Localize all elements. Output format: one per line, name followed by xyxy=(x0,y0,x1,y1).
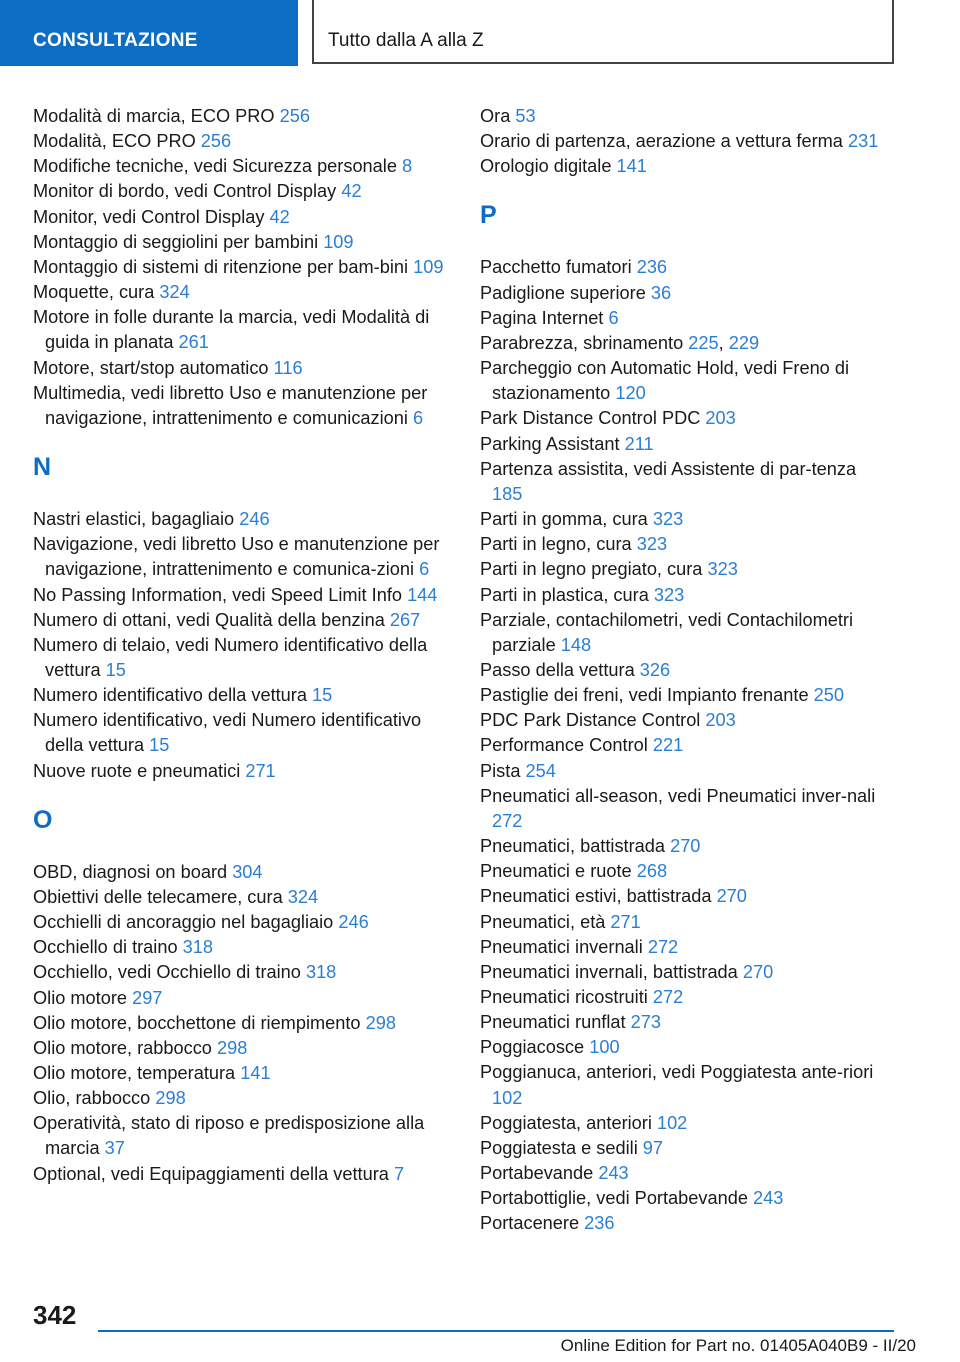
index-entry-text: Numero di telaio, vedi Numero identificativo della vettura xyxy=(33,634,428,680)
page-link[interactable]: 250 xyxy=(813,685,844,706)
index-entry xyxy=(33,230,453,255)
page-link[interactable]: 318 xyxy=(182,937,213,958)
page-link[interactable]: 100 xyxy=(589,1037,620,1058)
index-entry-text: Operatività, stato di riposo e predisposizione alla marcia xyxy=(33,1113,425,1159)
index-entry-text: Modalità, ECO PRO xyxy=(33,131,196,152)
index-entry-text: Parking Assistant xyxy=(480,433,620,454)
index-entry-text: Numero identificativo della vettura xyxy=(33,685,307,706)
index-entry-text: Motore, start/stop automatico xyxy=(33,357,269,378)
footer-edition: Online Edition for Part no. 01405A040B9 - II/20 xyxy=(560,1336,916,1355)
page-link[interactable]: 323 xyxy=(653,584,685,605)
index-entry-text: Pneumatici invernali, battistrada xyxy=(480,961,738,982)
section-label: CONSULTAZIONE xyxy=(0,0,298,66)
index-entry xyxy=(33,1086,453,1111)
index-entry xyxy=(33,1036,453,1061)
index-entry xyxy=(480,759,880,784)
page-link[interactable]: 231 xyxy=(848,131,879,152)
index-entry-text: Moquette, cura xyxy=(33,282,155,303)
index-entry-text: Obiettivi delle telecamere, cura xyxy=(33,886,283,907)
index-entry-text: Pneumatici all-season, vedi Pneumatici inver‐nali xyxy=(480,785,876,806)
index-entry xyxy=(33,305,453,355)
page-link[interactable]: 15 xyxy=(312,685,333,706)
index-entry-text: Pagina Internet xyxy=(480,307,604,328)
index-entry xyxy=(480,1186,880,1211)
index-entry-text: Parti in plastica, cura xyxy=(480,584,649,605)
index-entry xyxy=(33,255,453,280)
index-entry-text: Olio motore, bocchettone di riempimento xyxy=(33,1012,361,1033)
index-entry-text: Pneumatici, età xyxy=(480,911,606,932)
index-entry xyxy=(33,1061,453,1086)
index-entry-text: Portabevande xyxy=(480,1163,594,1184)
page-link[interactable]: 270 xyxy=(670,836,701,857)
page-link[interactable]: 271 xyxy=(245,760,276,781)
page-number: 342 xyxy=(33,1300,77,1330)
index-entry-text: Park Distance Control PDC xyxy=(480,408,701,429)
index-entry-text: Modifiche tecniche, vedi Sicurezza personale xyxy=(33,156,397,177)
index-entry-text: Montaggio di seggiolini per bambini xyxy=(33,231,319,252)
page-link[interactable]: 267 xyxy=(389,609,421,630)
index-entry-text: Pneumatici e ruote xyxy=(480,861,632,882)
index-entry-text: Poggiatesta e sedili xyxy=(480,1137,638,1158)
index-entry-text: Pneumatici runflat xyxy=(480,1012,626,1033)
page-link[interactable]: 102 xyxy=(492,1087,523,1108)
index-entry xyxy=(480,281,880,306)
index-entry xyxy=(480,884,880,909)
page-link[interactable]: 229 xyxy=(728,332,760,353)
index-entry xyxy=(33,280,453,305)
index-entry-text: No Passing Information, vedi Speed Limit Info xyxy=(33,584,402,605)
page-link[interactable]: 6 xyxy=(608,307,619,328)
page-link[interactable]: 6 xyxy=(419,559,430,580)
index-entry xyxy=(480,910,880,935)
index-entry-text: Pastiglie dei freni, vedi Impianto frenante xyxy=(480,685,809,706)
page-link[interactable]: 203 xyxy=(705,408,736,429)
index-entry-text: Padiglione superiore xyxy=(480,282,646,303)
index-letter-heading: O xyxy=(33,805,53,834)
page-link[interactable]: 298 xyxy=(155,1088,186,1109)
page-link[interactable]: 272 xyxy=(647,936,679,957)
index-entry xyxy=(33,104,453,129)
index-entry-text: Orario di partenza, aerazione a vettura ferma xyxy=(480,131,843,152)
page-link[interactable]: 271 xyxy=(610,911,641,932)
page-link[interactable]: 211 xyxy=(624,433,654,454)
page-link[interactable]: 268 xyxy=(636,861,668,882)
index-entry xyxy=(480,859,880,884)
index-entry-text: Pneumatici estivi, battistrada xyxy=(480,886,712,907)
index-entry xyxy=(480,733,880,758)
index-entry xyxy=(33,356,453,381)
page-link[interactable]: 272 xyxy=(492,810,523,831)
page-link[interactable]: 324 xyxy=(287,886,319,907)
index-entry-text: PDC Park Distance Control xyxy=(480,710,701,731)
index-entry xyxy=(480,583,880,608)
index-entry-text: Passo della vettura xyxy=(480,659,635,680)
index-entry-text: Parti in legno, cura xyxy=(480,534,632,555)
page-link[interactable]: 221 xyxy=(652,735,684,756)
index-entry-text: Pneumatici, battistrada xyxy=(480,836,666,857)
page-link[interactable]: 144 xyxy=(407,584,438,605)
index-entry xyxy=(480,457,880,507)
index-entry-text: Numero di ottani, vedi Qualità della benzina xyxy=(33,609,385,630)
index-entry xyxy=(33,759,453,784)
index-entry xyxy=(480,154,880,179)
index-entry xyxy=(33,860,453,885)
page-link[interactable]: 7 xyxy=(393,1163,405,1184)
page-link[interactable]: 36 xyxy=(650,282,672,303)
index-entry xyxy=(480,708,880,733)
page-link[interactable]: 116 xyxy=(273,357,303,378)
index-entry-text: Occhielli di ancoraggio nel bagagliaio xyxy=(33,912,334,933)
page-link[interactable]: 6 xyxy=(413,407,424,428)
index-entry xyxy=(480,129,880,154)
index-entry-text: Monitor di bordo, vedi Control Display xyxy=(33,181,337,202)
page-link[interactable]: 109 xyxy=(323,231,354,252)
index-entry xyxy=(480,834,880,859)
page-link[interactable]: 148 xyxy=(560,634,592,655)
index-entry xyxy=(33,532,453,582)
index-entry-text: Partenza assistita, vedi Assistente di par‐tenza xyxy=(480,458,857,479)
index-entry xyxy=(33,1162,453,1187)
page-link[interactable]: 324 xyxy=(159,282,190,303)
page-link[interactable]: 323 xyxy=(707,559,738,580)
index-entry-text: Parcheggio con Automatic Hold, vedi Freno di stazionamento xyxy=(480,358,850,404)
index-entry xyxy=(480,1211,880,1236)
page-link[interactable]: 120 xyxy=(615,383,646,404)
index-entry-text: Poggianuca, anteriori, vedi Poggiatesta ante‐riori xyxy=(480,1062,874,1083)
index-entry xyxy=(33,179,453,204)
index-entry xyxy=(33,507,453,532)
page-link[interactable]: 53 xyxy=(515,106,536,126)
index-entry-text: Pneumatici invernali xyxy=(480,936,643,957)
index-entry xyxy=(480,1161,880,1186)
index-entry xyxy=(480,1035,880,1060)
index-entry xyxy=(480,306,880,331)
index-entry xyxy=(33,608,453,633)
page-link[interactable]: 298 xyxy=(217,1037,248,1058)
index-entry-text: Optional, vedi Equipaggiamenti della vettura xyxy=(33,1163,389,1184)
index-entry-text: Orologio digitale xyxy=(480,156,612,177)
page-link[interactable]: 297 xyxy=(132,987,163,1008)
page-link[interactable]: 243 xyxy=(753,1188,784,1209)
index-entry xyxy=(33,583,453,608)
page-link[interactable]: 37 xyxy=(104,1138,125,1159)
page-link[interactable]: 323 xyxy=(636,534,668,555)
page-link[interactable]: 261 xyxy=(178,332,209,353)
page-link[interactable]: 298 xyxy=(365,1012,396,1033)
index-letter-heading: N xyxy=(33,453,52,482)
page-link[interactable]: 185 xyxy=(492,483,523,504)
index-entry xyxy=(480,1010,880,1035)
index-entry xyxy=(33,1111,453,1161)
page-link[interactable]: 270 xyxy=(742,961,774,982)
index-entry xyxy=(33,154,453,179)
index-entry-text: Olio, rabbocco xyxy=(33,1088,151,1109)
index-entry xyxy=(480,1060,880,1110)
index-column-left xyxy=(33,104,453,1187)
index-entry-text: Occhiello di traino xyxy=(33,937,178,958)
index-entry xyxy=(33,683,453,708)
index-entry xyxy=(33,935,453,960)
page-header xyxy=(0,0,960,66)
index-entry-text: Nuove ruote e pneumatici xyxy=(33,760,241,781)
index-entry-text: Pneumatici ricostruiti xyxy=(480,987,648,1007)
page-link[interactable]: 109 xyxy=(413,256,444,277)
index-entry xyxy=(480,658,880,683)
index-entry-text: Parabrezza, sbrinamento xyxy=(480,332,684,353)
page-link[interactable]: 8 xyxy=(402,156,413,177)
index-entry-text: Occhiello, vedi Occhiello di traino xyxy=(33,962,301,983)
page-link[interactable]: 15 xyxy=(149,735,170,756)
index-entry-text: Olio motore xyxy=(33,987,128,1008)
index-entry-text: Performance Control xyxy=(480,735,648,756)
index-entry-text: Ora xyxy=(480,106,511,126)
index-entry xyxy=(480,1111,880,1136)
page-link[interactable]: 256 xyxy=(279,106,310,126)
page-link[interactable]: 236 xyxy=(584,1213,615,1234)
page-link[interactable]: 243 xyxy=(598,1163,629,1184)
footer-divider xyxy=(98,1330,894,1332)
index-entry xyxy=(480,985,880,1010)
page-link[interactable]: 246 xyxy=(239,509,270,530)
page-link[interactable]: 102 xyxy=(656,1112,688,1133)
page-link[interactable]: 236 xyxy=(636,257,668,278)
index-letter-heading: P xyxy=(480,201,497,230)
index-entry-text: Portabottiglie, vedi Portabevande xyxy=(480,1188,748,1209)
page-link[interactable]: 97 xyxy=(642,1137,664,1158)
index-column-right xyxy=(480,104,880,1237)
page-link[interactable]: 270 xyxy=(716,886,747,907)
page-link[interactable]: 15 xyxy=(105,659,126,680)
index-entry-text: Pista xyxy=(480,760,521,781)
index-entry xyxy=(480,255,880,280)
index-entry xyxy=(33,960,453,985)
page-link[interactable]: 272 xyxy=(652,987,684,1007)
index-entry xyxy=(480,935,880,960)
index-entry-text: Olio motore, temperatura xyxy=(33,1063,236,1083)
page-link[interactable]: 326 xyxy=(639,659,671,680)
index-entry-text: Nastri elastici, bagagliaio xyxy=(33,509,235,530)
index-entry xyxy=(480,1136,880,1161)
page-link[interactable]: 141 xyxy=(616,156,647,177)
index-entry xyxy=(33,633,453,683)
index-entry-text: Numero identificativo, vedi Numero identificativo della vettura xyxy=(33,710,422,756)
page-link[interactable]: 273 xyxy=(630,1012,661,1033)
index-entry-text: Montaggio di sistemi di ritenzione per bam‐bini xyxy=(33,256,409,277)
index-entry xyxy=(480,557,880,582)
page-link[interactable]: 256 xyxy=(200,131,232,152)
index-entry: Parabrezza, sbrinamento 225, 229 xyxy=(480,332,760,353)
page-link[interactable]: 42 xyxy=(269,206,290,227)
index-entry xyxy=(33,129,453,154)
index-entry-text: Poggiacosce xyxy=(480,1037,585,1058)
index-entry-text: Multimedia, vedi libretto Uso e manutenzione per navigazione, intrattenimento e comunicazioni xyxy=(33,382,428,428)
page-link[interactable]: 42 xyxy=(341,181,362,202)
page-link[interactable]: 323 xyxy=(652,509,684,530)
index-entry xyxy=(480,507,880,532)
index-entry xyxy=(33,205,453,230)
index-entry xyxy=(33,381,453,431)
index-entry-text: Pacchetto fumatori xyxy=(480,257,632,278)
index-entry-text: Parziale, contachilometri, vedi Contachilometri parziale xyxy=(480,609,854,655)
index-entry xyxy=(33,708,453,758)
index-entry-text: Parti in gomma, cura xyxy=(480,509,648,530)
index-entry xyxy=(480,532,880,557)
page-link[interactable]: 141 xyxy=(240,1063,271,1083)
index-entry-text: Portacenere xyxy=(480,1213,580,1234)
page-link[interactable]: 254 xyxy=(525,760,556,781)
index-entry-text: Olio motore, rabbocco xyxy=(33,1037,212,1058)
index-entry xyxy=(33,885,453,910)
page-link[interactable]: 304 xyxy=(232,861,263,882)
index-entry-text: Navigazione, vedi libretto Uso e manutenzione per navigazione, intrattenimento e comunica‐zioni xyxy=(33,534,440,580)
index-entry-text: Motore in folle durante la marcia, vedi Modalità di guida in planata xyxy=(33,307,430,353)
index-entry-text: OBD, diagnosi on board xyxy=(33,861,228,882)
page-link[interactable]: 318 xyxy=(305,962,337,983)
index-entry-text: Monitor, vedi Control Display xyxy=(33,206,265,227)
index-entry-text: Poggiatesta, anteriori xyxy=(480,1112,652,1133)
index-entry-text: Parti in legno pregiato, cura xyxy=(480,559,703,580)
index-entry xyxy=(480,960,880,985)
index-entry xyxy=(480,683,880,708)
index-entry xyxy=(480,104,880,129)
page-link[interactable]: 246 xyxy=(338,912,369,933)
page-link[interactable]: 203 xyxy=(705,710,736,731)
page-link[interactable]: 225 xyxy=(688,332,719,353)
index-entry xyxy=(480,432,880,457)
page-title: Tutto dalla A alla Z xyxy=(312,0,894,64)
index-entry xyxy=(480,784,880,834)
index-entry xyxy=(480,608,880,658)
index-entry xyxy=(33,910,453,935)
index-entry xyxy=(480,356,880,406)
index-entry-text: Modalità di marcia, ECO PRO xyxy=(33,106,275,126)
index-entry xyxy=(480,406,880,431)
index-entry xyxy=(33,1011,453,1036)
index-entry xyxy=(33,986,453,1011)
